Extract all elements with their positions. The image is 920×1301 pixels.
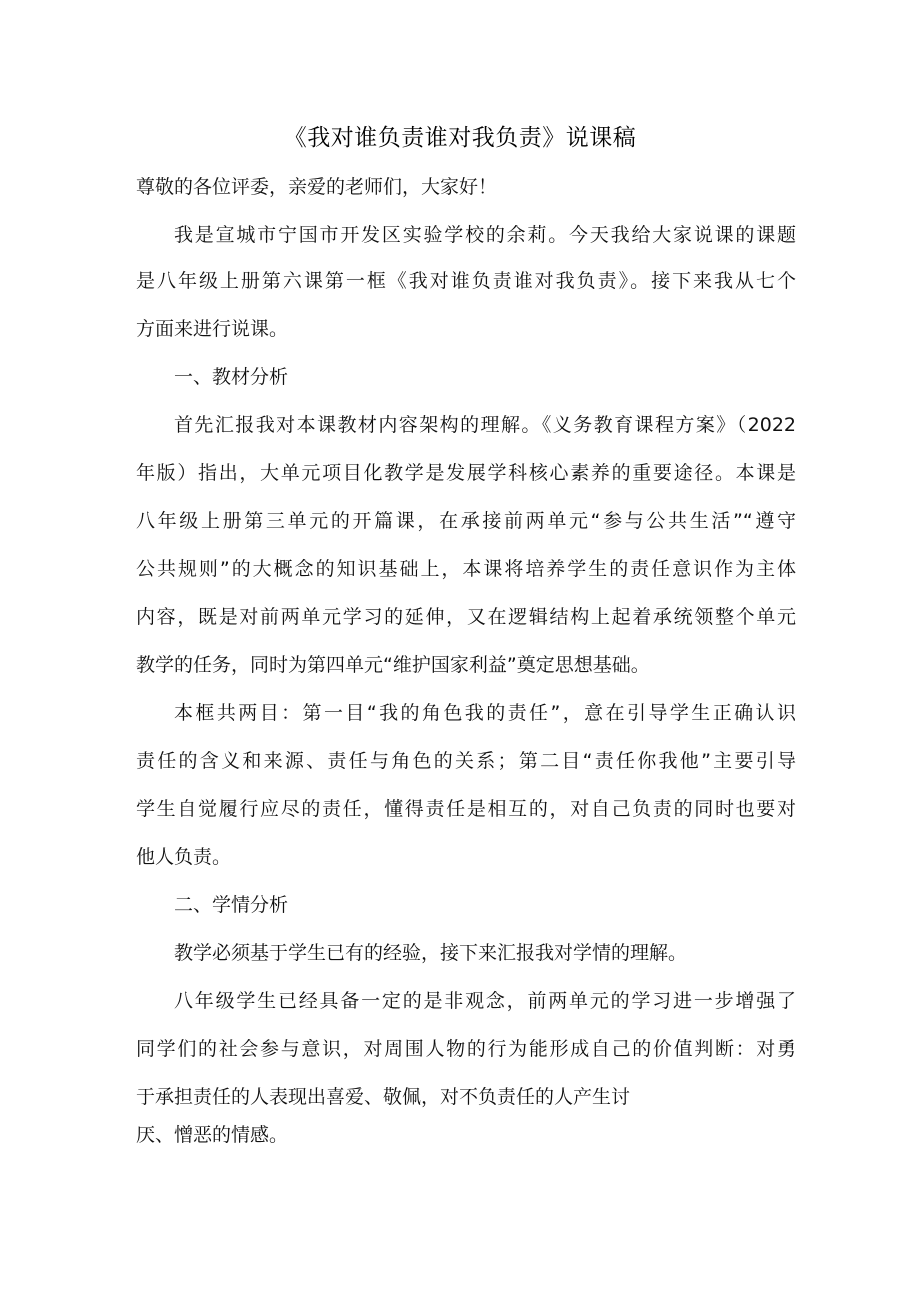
intro-line-3: 方面来进行说课。 [136, 318, 289, 340]
structure-line-3: 学生自觉履行应尽的责任，懂得责任是相互的，对自己负责的同时也要对 [136, 798, 796, 820]
section-heading-textbook: 一、教材分析 [174, 366, 289, 388]
textbook-line-4: 公共规则”的大概念的知识基础上，本课将培养学生的责任意识作为主体 [136, 558, 796, 580]
structure-line-2: 责任的含义和来源、责任与角色的关系；第二目“责任你我他”主要引导 [136, 750, 796, 772]
textbook-line-2: 年版）指出，大单元项目化教学是发展学科核心素养的重要途径。本课是 [136, 462, 796, 484]
students-line-2: 八年级学生已经具备一定的是非观念，前两单元的学习进一步增强了 [174, 990, 796, 1012]
textbook-line-6: 教学的任务，同时为第四单元“维护国家利益”奠定思想基础。 [136, 654, 650, 676]
students-line-4: 于承担责任的人表现出喜爱、敬佩，对不负责任的人产生讨 [136, 1086, 631, 1108]
textbook-line-1: 首先汇报我对本课教材内容架构的理解。《义务教育课程方案》（2022 [174, 414, 796, 436]
section-heading-students: 二、学情分析 [174, 894, 289, 916]
document-title: 《我对谁负责谁对我负责》说课稿 [283, 125, 637, 151]
intro-line-1: 我是宣城市宁国市开发区实验学校的余莉。今天我给大家说课的课题 [174, 224, 796, 246]
structure-line-1: 本框共两目：第一目“我的角色我的责任”，意在引导学生正确认识 [174, 702, 796, 724]
textbook-line-5: 内容，既是对前两单元学习的延伸，又在逻辑结构上起着承统领整个单元 [136, 606, 796, 628]
textbook-line-3: 八年级上册第三单元的开篇课，在承接前两单元“参与公共生活”“遵守 [136, 510, 796, 532]
students-line-1: 教学必须基于学生已有的经验，接下来汇报我对学情的理解。 [174, 942, 688, 964]
greeting-line: 尊敬的各位评委，亲爱的老师们，大家好！ [136, 176, 498, 198]
structure-line-4: 他人负责。 [136, 846, 232, 868]
intro-line-2: 是八年级上册第六课第一框《我对谁负责谁对我负责》。接下来我从七个 [136, 270, 796, 292]
students-line-3: 同学们的社会参与意识，对周围人物的行为能形成自己的价值判断：对勇 [136, 1038, 796, 1060]
students-line-5: 厌、憎恶的情感。 [136, 1124, 289, 1146]
